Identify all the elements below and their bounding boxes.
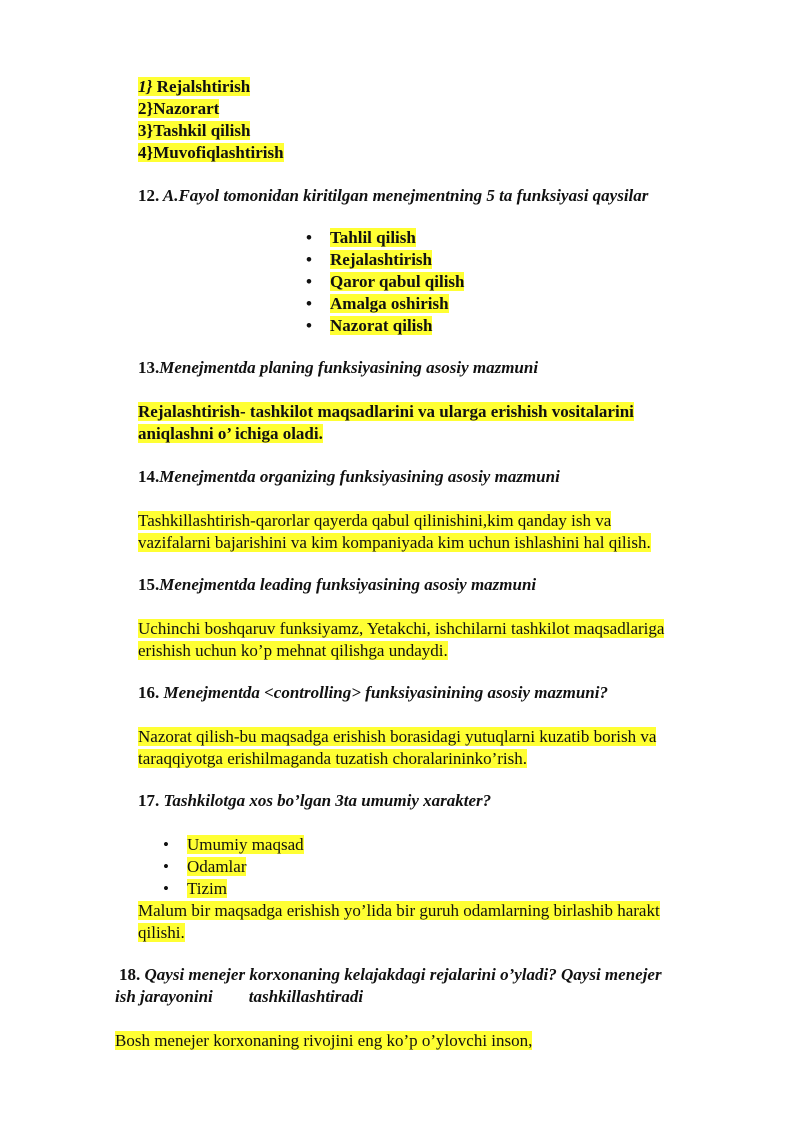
list-number: 1} [138,77,153,96]
question-12 [138,185,648,207]
list-number: 3} [138,121,154,140]
answer-bullet [306,227,464,249]
question-16 [138,682,608,704]
list-number: 2} [138,99,154,118]
answer-bullet [163,856,304,878]
answer-line: qilishi. [138,923,185,942]
list-item-1 [138,76,250,98]
list-item-2 [138,98,219,120]
answer-text: Qaror qabul qilish [330,272,465,291]
question-14 [138,466,560,488]
question-text: Menejmentda organizing funksiyasining asosiy mazmuni [159,467,560,486]
answer-bullet [306,271,465,293]
answer-bullet [306,249,464,271]
list-text: Tashkil qilish [153,121,251,140]
list-item-4 [138,142,284,164]
question-text: Menejmentda planing funksiyasining asosiy mazmuni [159,358,539,377]
question-18-line-2 [115,987,363,1006]
question-text: Qaysi menejer korxonaning kelajakdagi rejalarini o’yladi? Qaysi menejer [140,965,662,984]
bullet-icon: • [306,294,312,313]
question-number: 18. [119,965,141,984]
question-text: ish jarayonini [115,987,213,1006]
bullet-icon: • [306,316,312,335]
bullet-icon: • [306,250,312,269]
question-number: 15. [138,575,160,594]
q17-answer-list [163,834,304,900]
answer-text: Rejalashtirish [330,250,432,269]
q14-answer [138,510,651,554]
answer-bullet [163,834,304,856]
question-text: Menejmentda leading funksiyasining asosiy mazmuni [159,575,537,594]
bullet-icon: • [163,857,169,876]
answer-line: vazifalarni bajarishini va kim kompaniyada kim uchun ishlashini hal qilish. [138,533,651,552]
answer-text: Amalga oshirish [330,294,449,313]
question-15 [138,574,536,596]
question-text: Tashkilotga xos bo’lgan 3ta umumiy xarakter? [159,791,492,810]
answer-line: Bosh menejer korxonaning rivojini eng ko’p o’ylovchi inson, [115,1031,533,1050]
answer-line: Rejalashtirish- tashkilot maqsadlarini va ularga erishish vositalarini [138,402,634,421]
question-number: 12. [138,186,160,205]
answer-text: Odamlar [187,857,247,876]
answer-line: taraqqiyotga erishilmaganda tuzatish choralarininko’rish. [138,749,527,768]
q17-answer [138,900,660,944]
answer-bullet [306,315,464,337]
answer-bullet [163,878,304,900]
question-text: Menejmentda <controlling> funksiyasinining asosiy mazmuni? [159,683,608,702]
answer-bullet [306,293,464,315]
answer-text: Tizim [187,879,228,898]
question-number: 13. [138,358,160,377]
list-item-3 [138,120,250,142]
answer-text: Nazorat qilish [330,316,433,335]
list-text: Rejalshtirish [152,77,251,96]
question-18-line-1 [115,965,662,984]
list-number: 4} [138,143,154,162]
q12-answer-list [306,227,465,337]
question-number: 17. [138,791,160,810]
question-18 [115,964,662,1008]
question-text: tashkillashtiradi [248,987,364,1006]
answer-text: Umumiy maqsad [187,835,304,854]
bullet-icon: • [306,228,312,247]
answer-line: Tashkillashtirish-qarorlar qayerda qabul qilinishini,kim qanday ish va [138,511,612,530]
q18-answer [115,1030,532,1052]
question-number: 16. [138,683,160,702]
question-text: A.Fayol tomonidan kiritilgan menejmentning 5 ta funksiyasi qaysilar [159,186,649,205]
list-text: Nazorart [153,99,220,118]
answer-line: aniqlashni o’ ichiga oladi. [138,424,323,443]
answer-line: erishish uchun ko’p mehnat qilishga undaydi. [138,641,448,660]
q16-answer [138,726,656,770]
answer-text: Tahlil qilish [330,228,416,247]
list-text: Muvofiqlashtirish [153,143,284,162]
q15-answer [138,618,664,662]
answer-line: Malum bir maqsadga erishish yo’lida bir guruh odamlarning birlashib harakt [138,901,660,920]
question-13 [138,357,538,379]
bullet-icon: • [163,835,169,854]
q13-answer [138,401,634,445]
question-17 [138,790,491,812]
question-number: 14. [138,467,160,486]
bullet-icon: • [306,272,312,291]
answer-line: Nazorat qilish-bu maqsadga erishish borasidagi yutuqlarni kuzatib borish va [138,727,657,746]
bullet-icon: • [163,879,169,898]
answer-line: Uchinchi boshqaruv funksiyamz, Yetakchi, ishchilarni tashkilot maqsadlariga [138,619,665,638]
